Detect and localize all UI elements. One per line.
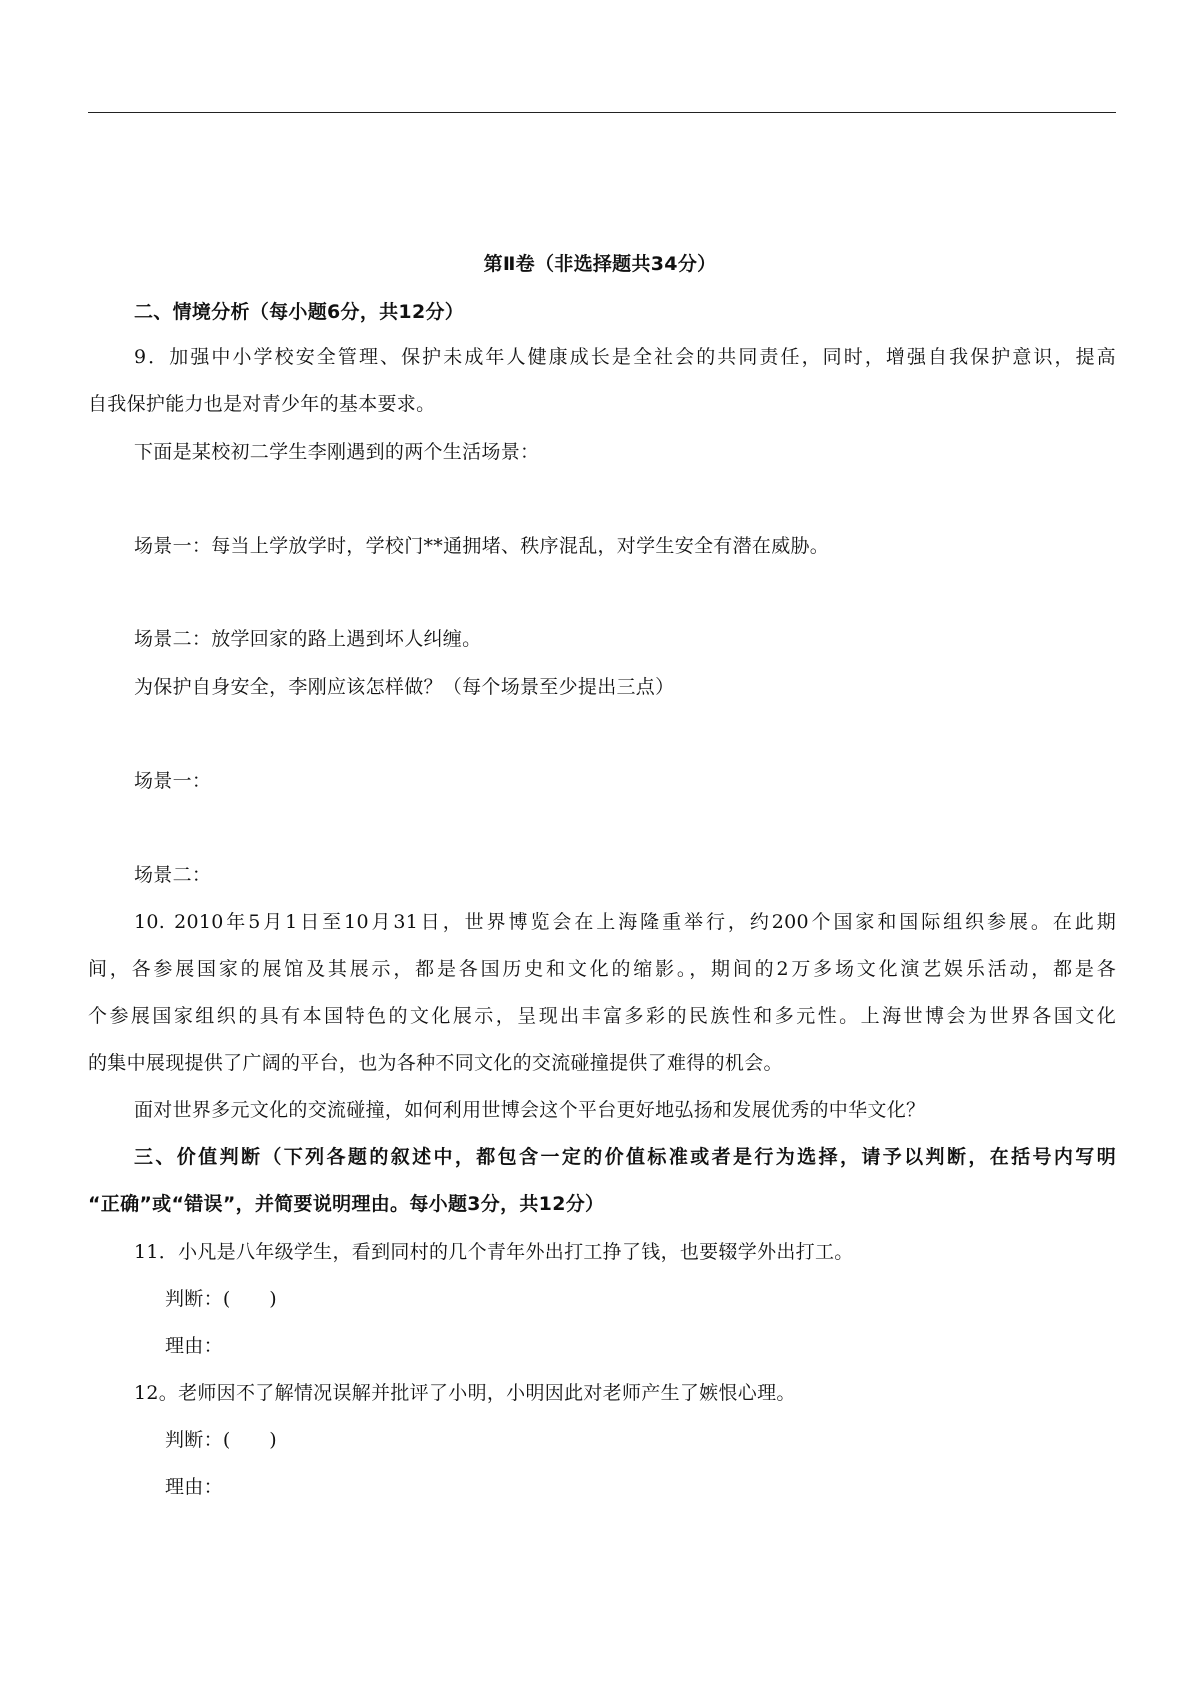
part3-heading-line2: “正确”或“错误”，并简要说明理由。每小题3分，共12分） — [88, 1193, 605, 1215]
q9-scene1: 场景一：每当上学放学时，学校门**通拥堵、秩序混乱，对学生安全有潜在威胁。 — [134, 535, 830, 557]
q10-line1: 10. 2010年5月1日至10月31日，世界博览会在上海隆重举行，约200个国家和国际组织参展。在此期 — [134, 911, 1116, 933]
q10-question: 面对世界多元文化的交流碰撞，如何利用世博会这个平台更好地弘扬和发展优秀的中华文化？ — [134, 1099, 926, 1121]
q11-reason: 理由： — [165, 1335, 223, 1357]
section-title: 第Ⅱ卷（非选择题共34分） — [483, 253, 717, 275]
q9-line2: 自我保护能力也是对青少年的基本要求。 — [88, 393, 436, 415]
q11-judge: 判断：( ) — [165, 1288, 277, 1310]
q9-intro: 下面是某校初二学生李刚遇到的两个生活场景： — [134, 441, 540, 463]
q10-line2: 间，各参展国家的展馆及其展示，都是各国历史和文化的缩影。，期间的2万多场文化演艺娱乐活动，都是各 — [88, 958, 1116, 980]
part2-heading: 二、情境分析（每小题6分，共12分） — [134, 301, 465, 323]
header-rule — [88, 112, 1116, 113]
q10-line3: 个参展国家组织的具有本国特色的文化展示，呈现出丰富多彩的民族性和多元性。上海世博会为世界各国文化 — [88, 1005, 1116, 1027]
q9-answer2-label: 场景二： — [134, 864, 212, 886]
q9-line1: 9．加强中小学校安全管理、保护未成年人健康成长是全社会的共同责任，同时，增强自我保护意识，提高 — [134, 346, 1116, 368]
q12-text: 12。老师因不了解情况误解并批评了小明，小明因此对老师产生了嫉恨心理。 — [134, 1382, 796, 1404]
q9-scene2: 场景二：放学回家的路上遇到坏人纠缠。 — [134, 628, 482, 650]
q12-judge: 判断：( ) — [165, 1429, 277, 1451]
q12-reason: 理由： — [165, 1476, 223, 1498]
q10-line4: 的集中展现提供了广阔的平台，也为各种不同文化的交流碰撞提供了难得的机会。 — [88, 1052, 783, 1074]
part3-heading-line1: 三、价值判断（下列各题的叙述中，都包含一定的价值标准或者是行为选择，请予以判断，在括号内写明 — [134, 1146, 1116, 1168]
q9-answer1-label: 场景一： — [134, 770, 212, 792]
q11-text: 11．小凡是八年级学生，看到同村的几个青年外出打工挣了钱，也要辍学外出打工。 — [134, 1241, 854, 1263]
q9-question: 为保护自身安全，李刚应该怎样做？（每个场景至少提出三点） — [134, 676, 675, 698]
